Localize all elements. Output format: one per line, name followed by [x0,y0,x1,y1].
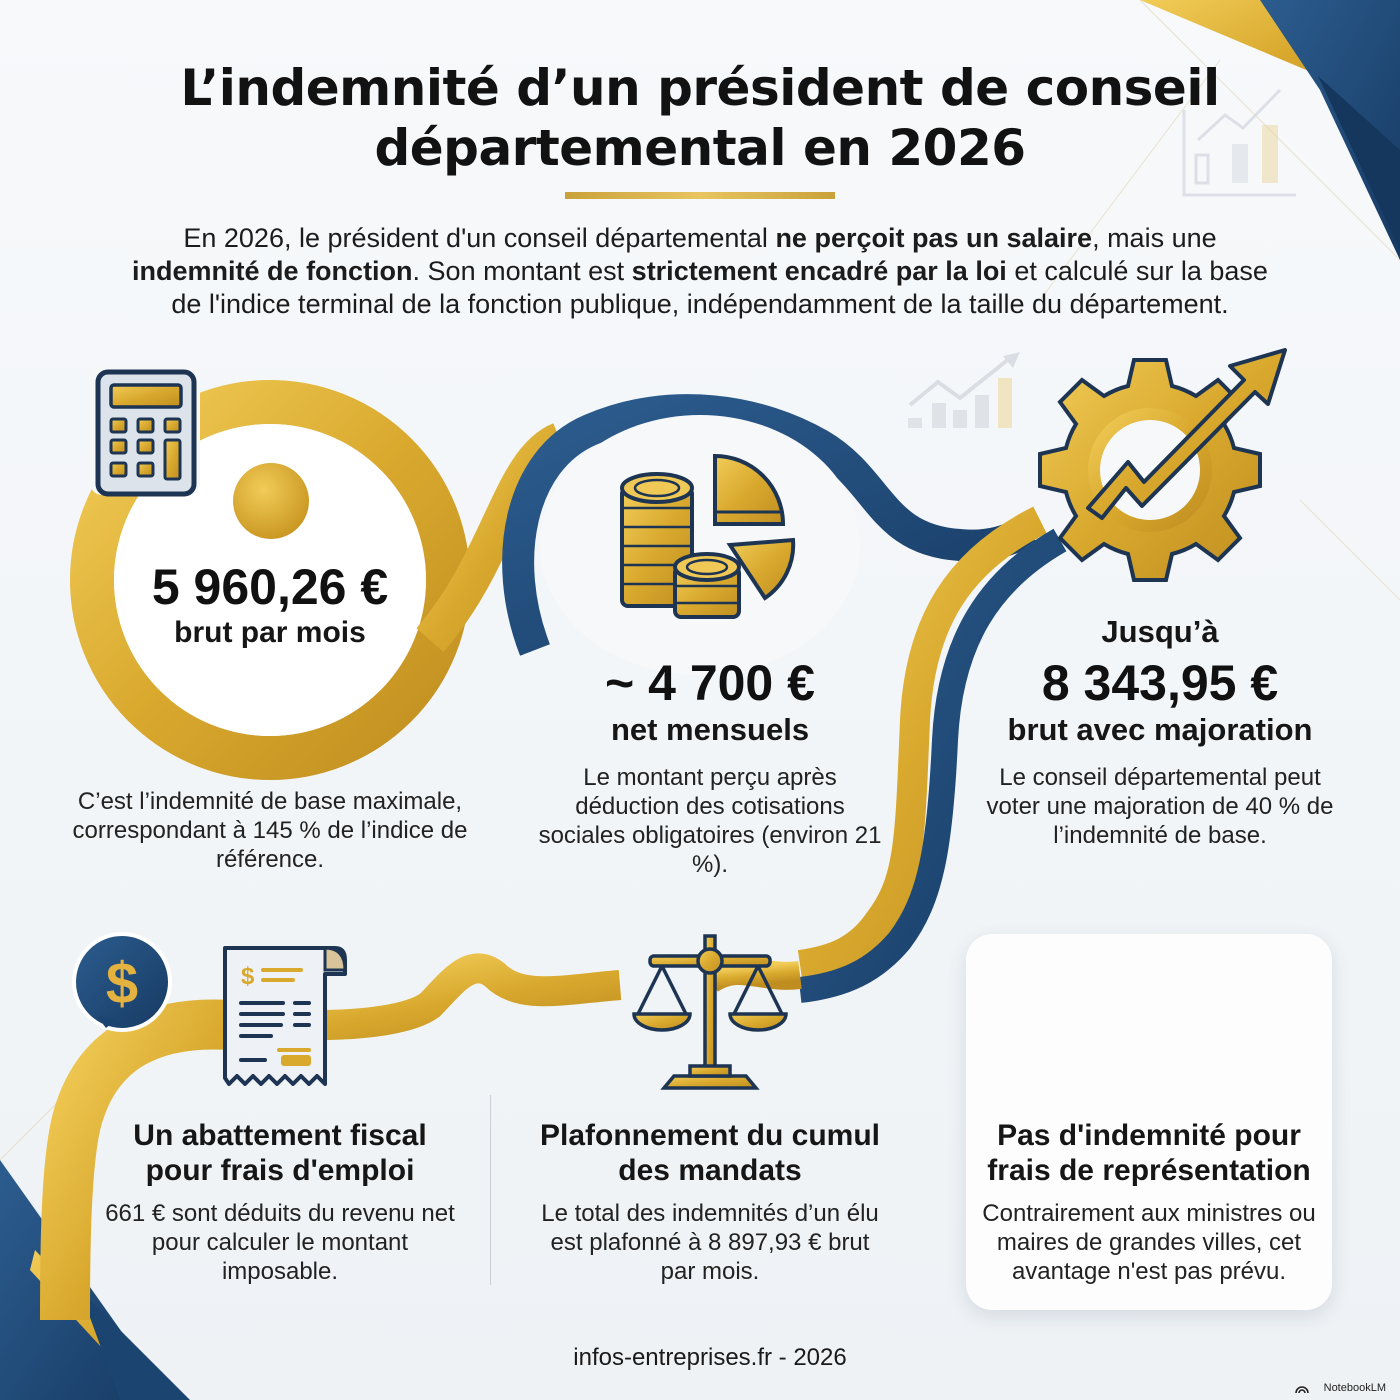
majoration-subtitle: brut avec majoration [1007,712,1313,747]
title-underline [565,192,835,199]
dollar-bubble-icon [74,934,170,1030]
intro-bold: ne perçoit pas un salaire [775,223,1093,253]
base-subtitle: brut par mois [174,616,366,649]
plafond-heading: Plafonnement du cumul des mandats [539,1119,881,1187]
abattement-heading: Un abattement fiscal pour frais d'emploi [133,1119,427,1187]
title-line-2: départemental en 2026 [374,119,1026,177]
faint-chart-icon-2 [908,352,1020,428]
gold-dot-icon [233,463,309,539]
base-description: C’est l’indemnité de base maximale, correspondant à 145 % de l’indice de référence. [72,788,468,873]
svg-text:$: $ [105,951,139,1016]
intro-paragraph [120,222,1280,321]
majoration-prefix: Jusqu’à [1101,614,1219,649]
majoration-amount: 8 343,95 € [1041,655,1279,711]
abattement-description: 661 € sont déduits du revenu net pour calculer le montant imposable. [105,1200,455,1285]
intro-text: En 2026, le président d'un conseil départemental [183,223,776,253]
section-divider [490,1095,491,1285]
net-amount: ~ 4 700 € [605,655,815,711]
intro-text: . Son montant est [412,256,632,286]
intro-bold: indemnité de fonction [132,256,413,286]
plafond-description: Le total des indemnités d’un élu est plafonné à 8 897,93 € brut par mois. [541,1200,879,1285]
intro-text: et calculé sur la base de l'indice terminal de la fonction publique, indépendamment de la taille du département. [171,256,1268,319]
base-amount: 5 960,26 € [151,559,389,615]
balance-scale-icon [634,936,786,1088]
net-subtitle: net mensuels [610,712,810,747]
intro-text: , mais une [1092,223,1217,253]
title-line-1: L’indemnité d’un président de conseil [180,59,1220,117]
representation-description: Contrairement aux ministres ou maires de grandes villes, cet avantage n'est pas prévu. [982,1200,1316,1285]
footer-source: infos-entreprises.fr - 2026 [573,1344,847,1371]
brand-watermark [1306,1382,1386,1394]
majoration-description: Le conseil départemental peut voter une majoration de 40 % de l’indemnité de base. [986,764,1334,849]
calculator-icon [98,372,194,494]
gear-growth-arrow-icon [1040,350,1285,580]
receipt-dollar-icon [225,948,345,1084]
svg-text:$: $ [241,963,255,990]
representation-heading: Pas d'indemnité pour frais de représentation [987,1119,1311,1187]
intro-bold: strictement encadré par la loi [631,256,1007,286]
net-description: Le montant perçu après déduction des cotisations sociales obligatoires (environ 21 %). [538,764,882,878]
page-title [100,58,1300,178]
brand-label: NotebookLM [1323,1382,1386,1394]
